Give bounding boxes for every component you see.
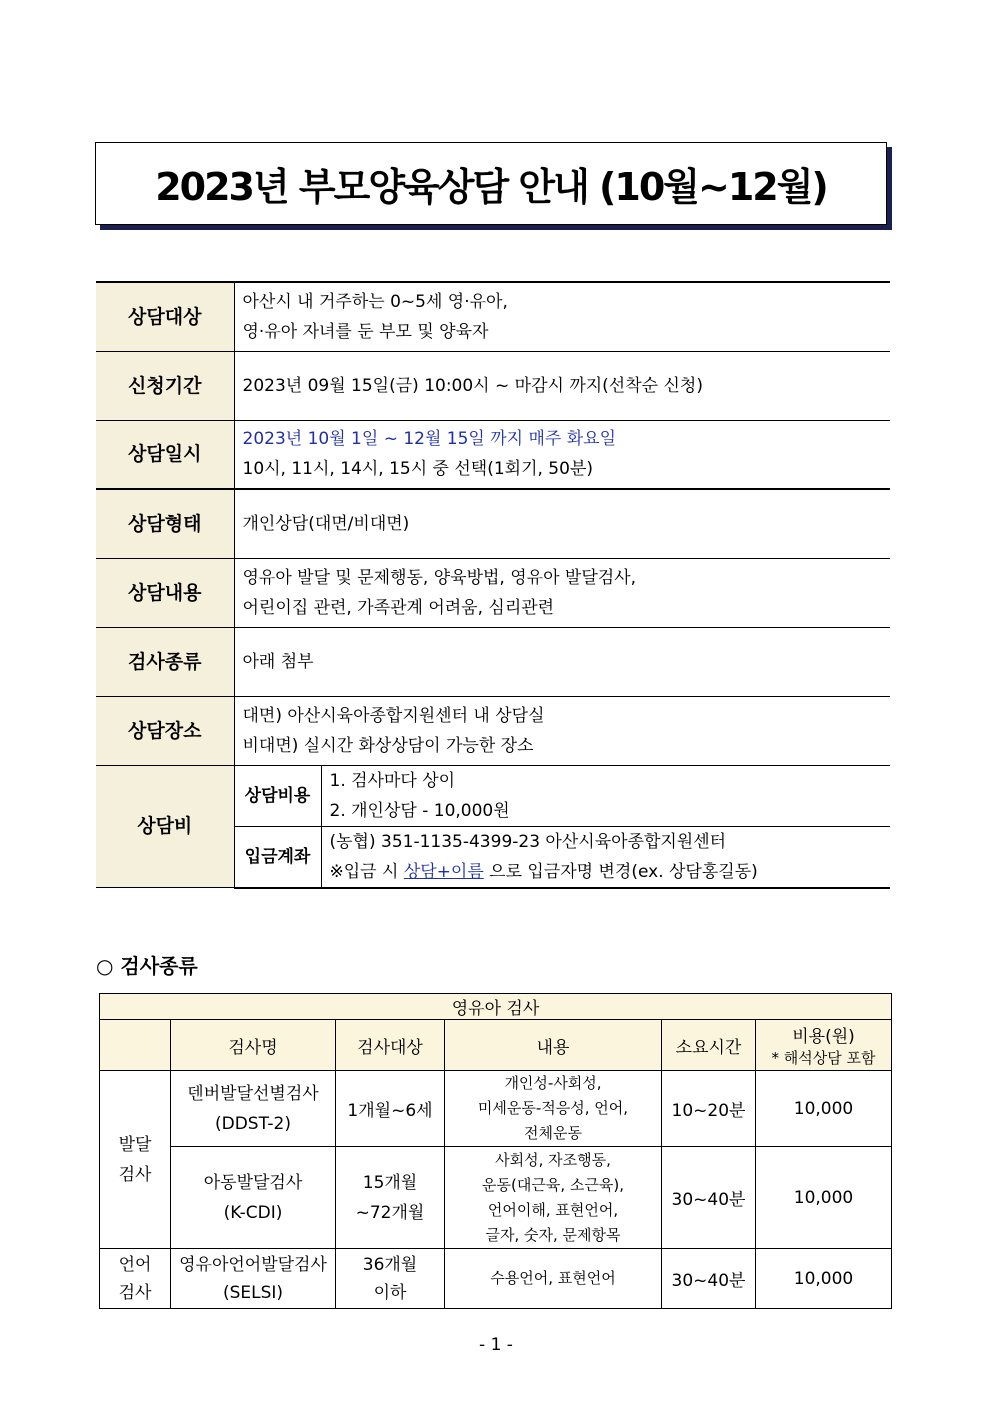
cost-line2: 2. 개인상담 - 10,000원 (329, 800, 510, 821)
schedule-line1: 2023년 10월 1일 ~ 12월 15일 까지 매주 화요일 (242, 429, 617, 450)
header-cost (756, 1020, 892, 1071)
target-label: 상담대상 (96, 282, 234, 351)
header-target: 검사대상 (336, 1020, 445, 1071)
test-content-line: 사회성, 자조행동, (495, 1150, 611, 1169)
content-line2: 어린이집 관련, 가족관계 어려움, 심리관련 (242, 597, 555, 618)
account-line2 (330, 857, 883, 887)
target-line1: 아산시 내 거주하는 0~5세 영·유아, (242, 291, 508, 312)
row-type (96, 489, 890, 558)
place-value (234, 696, 890, 765)
test-value: 아래 첨부 (234, 627, 890, 696)
test-content-line: 운동(대근육, 소근육), (482, 1175, 624, 1194)
test-content (445, 1071, 662, 1147)
test-target (336, 1071, 445, 1147)
account-line2-prefix: ※입금 시 (329, 861, 404, 882)
test-label: 검사종류 (96, 627, 234, 696)
content-label: 상담내용 (96, 558, 234, 627)
header-cost-line2: * 해석상담 포함 (771, 1049, 876, 1067)
test-target (336, 1249, 445, 1309)
group2-line2: 검사 (118, 1282, 152, 1303)
cost-line1: 1. 검사마다 상이 (329, 770, 456, 791)
section-title: ○ 검사종류 (96, 954, 198, 978)
test-time: 30~40분 (662, 1147, 756, 1249)
test-time: 30~40분 (662, 1249, 756, 1309)
test-name-line1: 아동발달검사 (203, 1172, 303, 1193)
account-value (321, 826, 890, 888)
content-line1: 영유아 발달 및 문제행동, 양육방법, 영유아 발달검사, (242, 567, 636, 588)
schedule-value (234, 420, 890, 489)
test-name-line1: 덴버발달선별검사 (187, 1083, 319, 1104)
test-content-line: 글자, 숫자, 문제항목 (485, 1225, 621, 1244)
table-row (100, 1071, 892, 1147)
test-name (171, 1071, 336, 1147)
group1-line1: 발달 (118, 1134, 152, 1155)
row-target (96, 282, 890, 351)
test-name-line2: (K-CDI) (223, 1202, 283, 1223)
account-label: 입금계좌 (234, 826, 321, 888)
table-row (100, 1249, 892, 1309)
test-name-line2: (DDST-2) (214, 1113, 291, 1134)
type-label: 상담형태 (96, 489, 234, 558)
test-cost: 10,000 (756, 1249, 892, 1309)
title-box (95, 142, 887, 225)
test-content (445, 1147, 662, 1249)
test-name (171, 1147, 336, 1249)
cost-value (321, 765, 890, 826)
apply-label: 신청기간 (96, 351, 234, 420)
test-header-row (100, 1020, 892, 1071)
test-name-line2: (SELSI) (222, 1282, 284, 1303)
schedule-label: 상담일시 (96, 420, 234, 489)
header-cost-line1: 비용(원) (792, 1027, 855, 1047)
place-line2: 비대면) 실시간 화상상담이 가능한 장소 (242, 735, 534, 756)
test-content-line: 언어이해, 표현언어, (487, 1200, 619, 1219)
depositor-name-link: 상담+이름 (403, 861, 484, 882)
group-development (100, 1071, 171, 1249)
test-table (99, 993, 892, 1309)
group1-line2: 검사 (118, 1164, 152, 1185)
test-target-line1: 15개월 (362, 1172, 418, 1193)
row-apply (96, 351, 890, 420)
row-schedule (96, 420, 890, 489)
info-table (96, 281, 890, 889)
test-time: 10~20분 (662, 1071, 756, 1147)
group2-line1: 언어 (118, 1254, 152, 1275)
test-caption-row (100, 994, 892, 1020)
schedule-line2: 10시, 11시, 14시, 15시 중 선택(1회기, 50분) (242, 459, 593, 480)
header-blank (100, 1020, 171, 1071)
test-name (171, 1249, 336, 1309)
row-place (96, 696, 890, 765)
test-content (445, 1249, 662, 1309)
test-content-line: 수용언어, 표현언어 (490, 1269, 616, 1287)
test-target-line2: ~72개월 (355, 1202, 425, 1223)
header-time: 소요시간 (662, 1020, 756, 1071)
fee-label: 상담비 (96, 765, 234, 888)
place-label: 상담장소 (96, 696, 234, 765)
test-target-line1: 1개월~6세 (347, 1101, 433, 1121)
page-title: 2023년 부모양육상담 안내 (10월~12월) (155, 165, 827, 209)
header-content: 내용 (445, 1020, 662, 1071)
page-number: - 1 - (479, 1335, 513, 1355)
cost-label: 상담비용 (234, 765, 321, 826)
account-line1: (농협) 351-1135-4399-23 아산시육아종합지원센터 (329, 831, 727, 852)
row-content (96, 558, 890, 627)
account-line2-suffix: 으로 입금자명 변경(ex. 상담홍길동) (483, 861, 758, 882)
apply-value: 2023년 09월 15일(금) 10:00시 ~ 마감시 까지(선착순 신청) (234, 351, 890, 420)
test-content-line: 개인성-사회성, (504, 1074, 602, 1092)
row-test (96, 627, 890, 696)
group-language (100, 1249, 171, 1309)
place-line1: 대면) 아산시육아종합지원센터 내 상담실 (242, 705, 545, 726)
test-caption: 영유아 검사 (100, 994, 892, 1020)
test-target (336, 1147, 445, 1249)
test-name-line1: 영유아언어발달검사 (179, 1254, 327, 1275)
type-value: 개인상담(대면/비대면) (234, 489, 890, 558)
test-target-line1: 36개월 (362, 1254, 418, 1275)
test-cost: 10,000 (756, 1147, 892, 1249)
test-cost: 10,000 (756, 1071, 892, 1147)
row-cost (96, 765, 890, 826)
test-target-line2: 이하 (373, 1282, 407, 1303)
target-line2: 영·유아 자녀를 둔 부모 및 양육자 (242, 321, 489, 342)
header-name: 검사명 (171, 1020, 336, 1071)
table-row (100, 1147, 892, 1249)
test-content-line: 미세운동-적응성, 언어, (477, 1099, 629, 1117)
target-value (234, 282, 890, 351)
test-content-line: 전체운동 (524, 1124, 582, 1142)
content-value (234, 558, 890, 627)
